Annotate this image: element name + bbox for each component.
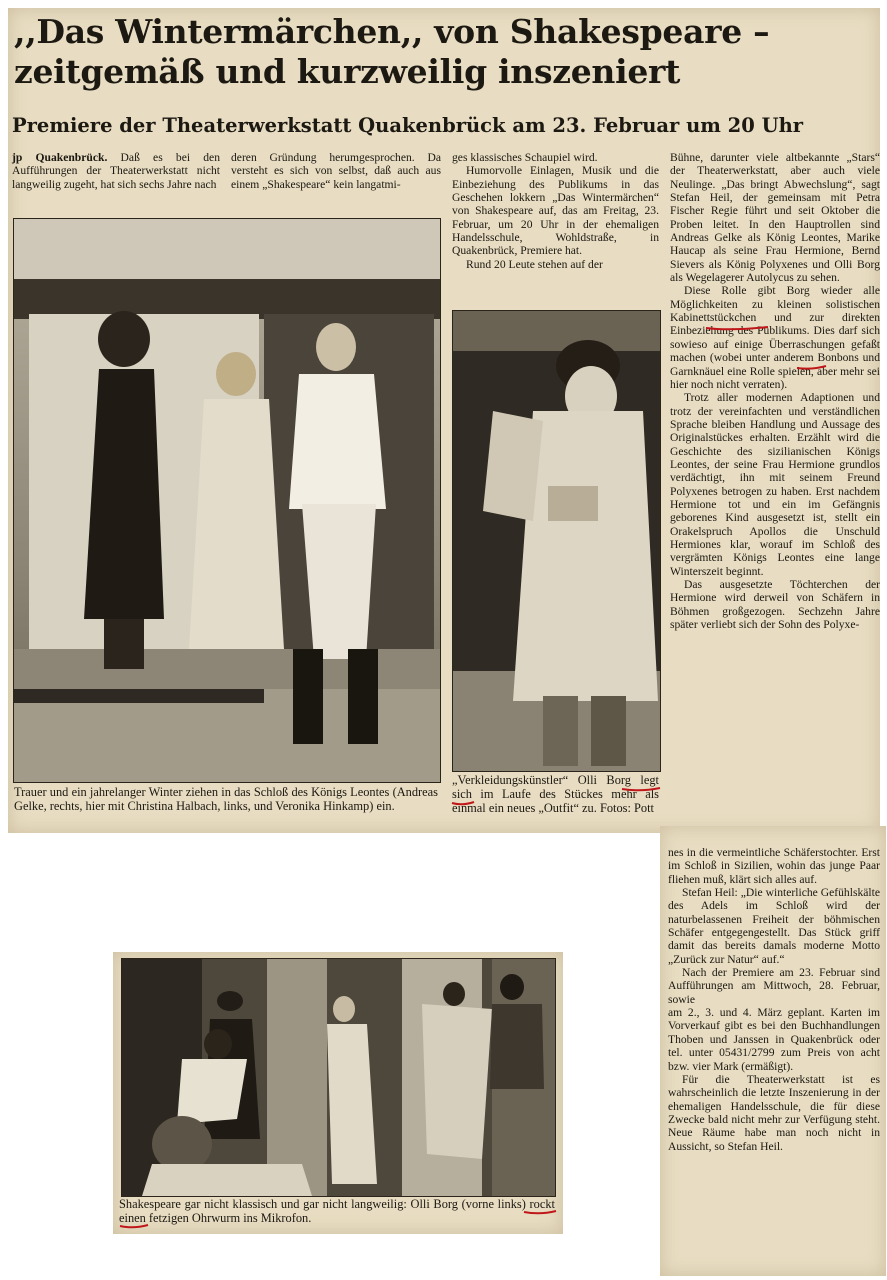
paragraph-col5-3: Nach der Premiere am 23. Februar sind Aufführungen am Mittwoch, 28. Februar, sowie	[668, 966, 880, 1006]
column-5	[668, 846, 880, 1153]
paragraph-col5-4: am 2., 3. und 4. März geplant. Karten im Vorverkauf gibt es bei den Buchhandlungen Thoben und Janssen in Quakenbrück oder tel. unter 05431/2799 zum Preis von acht bzw. vier Mark (ermäßigt).	[668, 1006, 880, 1073]
headline-line-1: ,,Das Wintermärchen,, von Shakespeare –	[14, 12, 770, 51]
photo-stage-scene-image	[14, 219, 440, 782]
paragraph-col3-1: ges klassisches Schaupiel wird.	[452, 151, 598, 164]
paragraph-col4-3: Trotz aller modernen Adaptionen und trotz der vereinfachten und verständlichen Sprache bleiben Handlung und Aussage des Originalstückes erhalten. Erzählt wird die Geschichte des sizilianischen Königs Leontes, der seine Frau Hermione grundlos verdächtigt, ihn mit seinem Freund Polyxenes betrogen zu haben. Erst nachdem Hermione tot und ein im Gefängnis geborenes Kind ausgesetzt ist, stellt ein Orakelspruch Apollos die Unschuld Hermiones klar, worauf im Schloß des vergrämten Königs Leontes eine lange Winterszeit beginnt.	[670, 391, 880, 578]
paragraph-continued: deren Gründung herumgesprochen. Da versteht es sich von selbst, daß auch aus einem „Shakespeare“ kein langatmi-	[231, 151, 441, 191]
paragraph-col4-2: Diese Rolle gibt Borg wieder alle Möglichkeiten zu kleinen solistischen Kabinettstückchen und zur direkten Einbeziehung des Publikums. Dies darf sich sowieso auf einige Überraschungen gefaßt machen (wobei unter anderem Bonbons und Garnknäuel eine Rolle spielen, aber mehr sei hier noch nicht verraten).	[670, 284, 880, 391]
caption-rock-scene: Shakespeare gar nicht klassisch und gar nicht langweilig: Olli Borg (vorne links) rockt einen fetzigen Ohrwurm ins Mikrofon.	[119, 1197, 555, 1225]
dateline: jp Quakenbrück.	[12, 151, 108, 164]
photo-costumed-performer-image	[453, 311, 660, 771]
column-1-top	[12, 151, 220, 191]
headline	[14, 12, 874, 92]
caption-stage-scene: Trauer und ein jahrelanger Winter ziehen in das Schloß des Königs Leontes (Andreas Gelke, rechts, hier mit Christina Halbach, links, und Veronika Hinkamp) ein.	[14, 785, 438, 813]
subheadline: Premiere der Theaterwerkstatt Quakenbrück am 23. Februar um 20 Uhr	[12, 114, 804, 137]
photo-rock-scene	[121, 958, 556, 1197]
headline-line-2: zeitgemäß und kurzweilig inszeniert	[14, 52, 681, 91]
paragraph-col3-3: Rund 20 Leute stehen auf der	[466, 257, 603, 271]
caption-costumed-performer: „Verkleidungskünstler“ Olli Borg legt sich im Laufe des Stückes mehr als einmal ein neues „Outfit“ zu. Fotos: Pott	[452, 773, 659, 815]
paragraph-col4-4: Das ausgesetzte Töchterchen der Hermione wird derweil von Schäfern in Böhmen großgezogen. Sechzehn Jahre später verliebt sich der Sohn des Polyxe-	[670, 578, 880, 632]
paragraph-col5-1: nes in die vermeintliche Schäferstochter. Erst im Schloß in Sizilien, wohin das junge Paar fliehen muß, klärt sich alles auf.	[668, 846, 880, 886]
column-4	[670, 151, 880, 631]
photo-stage-scene	[13, 218, 441, 783]
paragraph-lead	[12, 151, 220, 191]
paragraph-col3-2: Humorvolle Einlagen, Musik und die Einbeziehung des Publikums in das Geschehen lokkern „Das Wintermärchen“ von Shakespeare auf, das am Freitag, 23. Februar, um 20 Uhr in der ehemaligen Handelsschule, Wohldstraße, in Quakenbrück, Premiere hat.	[452, 164, 659, 258]
paragraph-col5-5: Für die Theaterwerkstatt ist es wahrscheinlich die letzte Inszenierung in der ehemaligen Handelsschule, die für diese Zwecke bald nicht mehr zur Verfügung steht. Neue Räume habe man noch nicht in Aussicht, so Stefan Heil.	[668, 1072, 880, 1153]
photo-rock-scene-image	[122, 959, 555, 1196]
column-2-top	[231, 151, 441, 191]
photo-costumed-performer	[452, 310, 661, 772]
paragraph-col4-1: Bühne, darunter viele altbekannte „Stars“ der Theaterwerkstatt, aber auch viele Neulinge. „Das bringt Abwechslung“, sagt Stefan Heil, der gemeinsam mit Petra Fischer Regie führt und seit Oktober die Proben leitet. In den Hauptrollen sind Andreas Gelke als König Leontes, Marike Haucap als seine Frau Hermione, Bernd Sievers als König Polyxenes und Olli Borg als Wegelagerer Autolycus zu sehen.	[670, 151, 880, 285]
lead-text: Daß es bei den Aufführungen der Theaterwerkstatt nicht langweilig zugeht, hat sich sechs Jahre nach	[12, 151, 220, 191]
column-3-top	[452, 151, 659, 271]
paragraph-col5-2: Stefan Heil: „Die winterliche Gefühlskälte des Adels im Schloß wird der naturbelassenen Freiheit der böhmischen Schäfer entgegengestellt. Das Stück griff damit das bereits damals moderne Motto „Zurück zur Natur“ auf.“	[668, 886, 880, 966]
